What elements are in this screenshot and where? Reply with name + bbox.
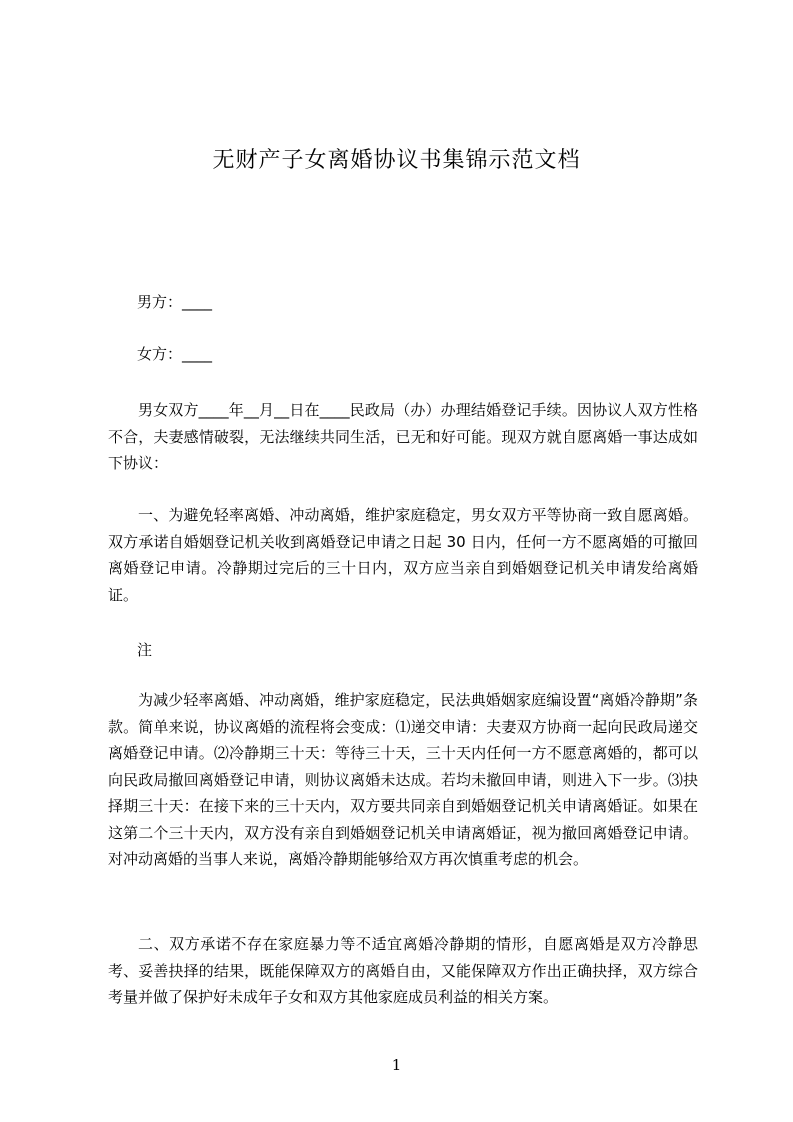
- clause-2-paragraph: 二、双方承诺不存在家庭暴力等不适宜离婚冷静期的情形，自愿离婚是双方冷静思考、妥善抉择的结果，既能保障双方的离婚自由，又能保障双方作出正确抉择，双方综合考量并做了保护好未成年子女和双方其他家庭成员利益的相关方案。: [108, 935, 698, 1006]
- note-paragraph: 为减少轻率离婚、冲动离婚，维护家庭稳定，民法典婚姻家庭编设置“离婚冷静期”条款。简单来说，协议离婚的流程将会变成：⑴递交申请：夫妻双方协商一起向民政局递交离婚登记申请。⑵冷静期三十天：等待三十天，三十天内任何一方不愿意离婚的，都可以向民政局撤回离婚登记申请，则协议离婚未达成。若均未撤回申请，则进入下一步。⑶抉择期三十天：在接下来的三十天内，双方要共同亲自到婚姻登记机关申请离婚证。如果在这第二个三十天内，双方没有亲自到婚姻登记机关申请离婚证，视为撤回离婚登记申请。对冲动离婚的当事人来说，离婚冷静期能够给双方再次慎重考虑的机会。: [108, 691, 698, 868]
- clause-1-paragraph: 一、为避免轻率离婚、冲动离婚，维护家庭稳定，男女双方平等协商一致自愿离婚。双方承诺自婚姻登记机关收到离婚登记申请之日起 30 日内，任何一方不愿离婚的可撤回离婚登记申请。冷静期过完后的三十日内，双方应当亲自到婚姻登记机关申请发给离婚证。: [108, 506, 698, 604]
- husband-field: 男方：____: [137, 293, 213, 311]
- page-number: 1: [391, 1056, 402, 1074]
- note-label: 注: [137, 641, 153, 659]
- document-title: 无财产子女离婚协议书集锦示范文档: [212, 148, 581, 173]
- intro-paragraph: 男女双方____年__月__日在____民政局（办）办理结婚登记手续。因协议人双方性格不合，夫妻感情破裂，无法继续共同生活，已无和好可能。现双方就自愿离婚一事达成如下协议：: [108, 401, 698, 472]
- wife-field: 女方：____: [137, 345, 213, 363]
